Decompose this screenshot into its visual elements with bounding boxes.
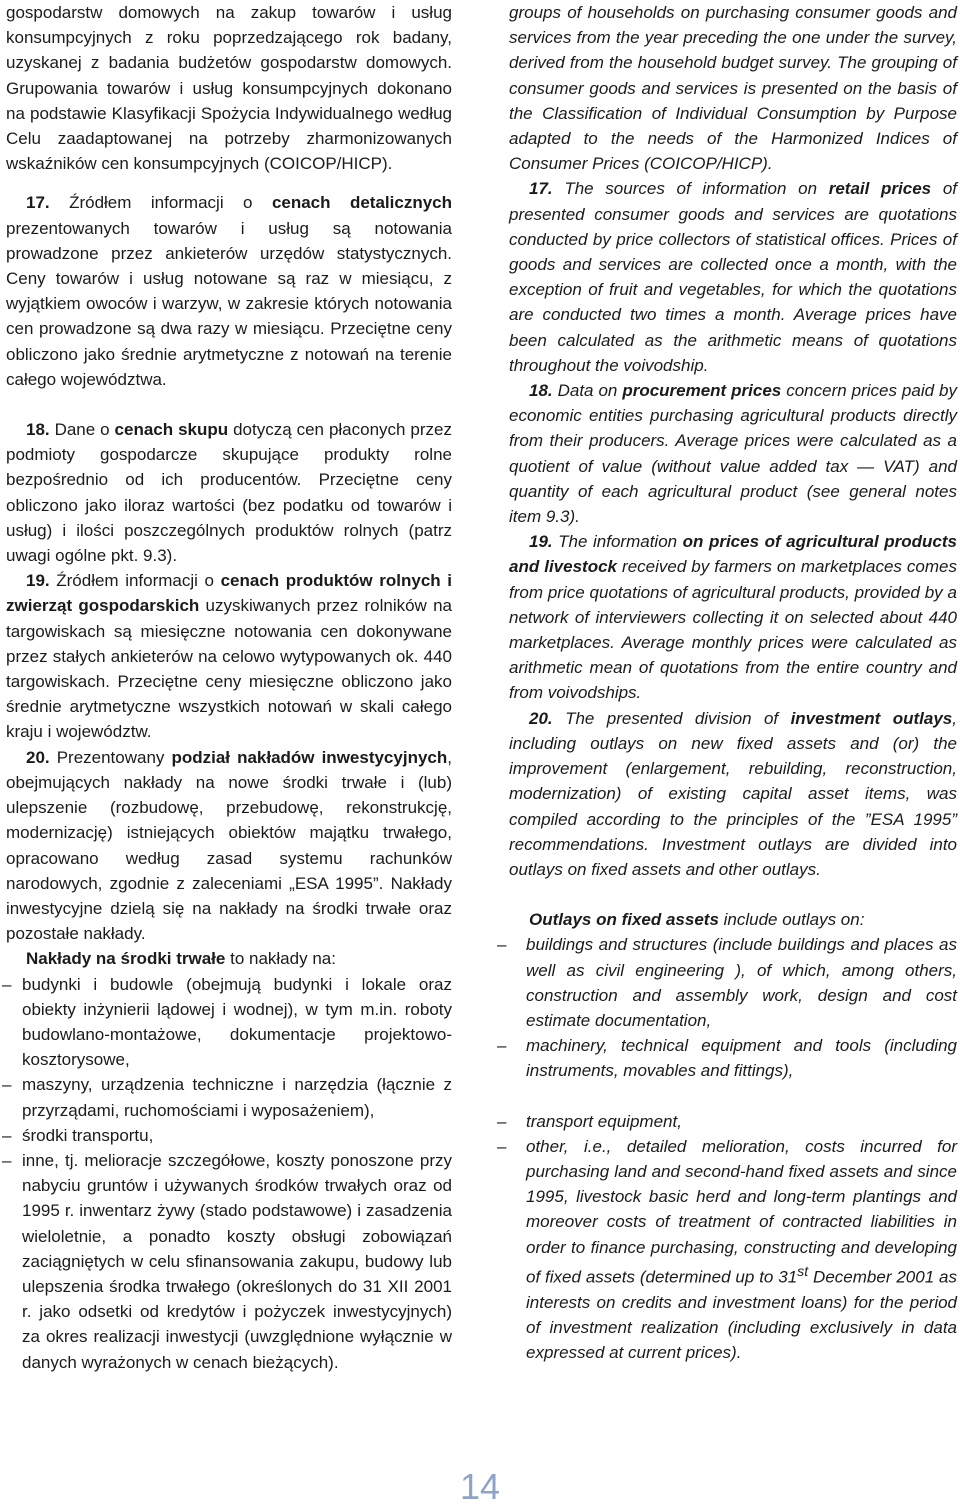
- paragraph-keyword: on prices of agricultural products and livestock: [509, 532, 957, 577]
- list-item: [497, 1109, 957, 1134]
- polish-paragraph-17: [6, 190, 452, 392]
- paragraph-text: to nakłady na:: [225, 949, 336, 969]
- dash-bullet: –: [497, 1111, 507, 1131]
- paragraph-text: of presented consumer goods and services are quotations conducted by price collectors of statistical offices. Prices of goods and services are collected once a month, with the exception of fruit and vegetables, for which the quotations are conducted two times a month. Average prices have been calculated as the arithmetic means of quotations throughout the voivodship.: [509, 179, 957, 375]
- polish-column: [2, 0, 453, 1375]
- english-paragraph-17: [509, 176, 957, 378]
- paragraph-text: , including outlays on new fixed assets and (or) the improvement (enlargement, rebuilding, reconstruction, modernization) of existing capital asset items, was compiled according to the principles of the ”ESA 1995” recommendations. Investment outlays are divided into outlays on fixed assets and other outlays.: [509, 708, 957, 879]
- dash-bullet: –: [497, 935, 507, 955]
- paragraph-text: Prezentowany: [49, 747, 172, 767]
- english-paragraph-20: [509, 706, 957, 882]
- dash-bullet: –: [497, 1036, 507, 1056]
- paragraph-number: 18.: [26, 420, 50, 440]
- english-paragraph-18: [509, 378, 957, 529]
- dash-bullet: –: [2, 974, 12, 994]
- dash-bullet: –: [2, 1075, 12, 1095]
- paragraph-keyword: retail prices: [828, 179, 932, 199]
- list-item-text: transport equipment,: [526, 1111, 682, 1131]
- paragraph-number: 17.: [529, 179, 553, 199]
- paragraph-text: , obejmujących nakłady na nowe środki trwałe i (lub) ulepszenie (rozbudowę, przebudowę, rekonstrukcję, modernizację) istniejących obiektów majątku trwałego, opracowano według zasad systemu rachunków narodowych, zgodnie z zaleceniami „ESA 1995”. Nakłady inwestycyjne dzielą się na nakłady na środki trwałe oraz pozostałe nakłady.: [6, 747, 452, 944]
- list-item-text: machinery, technical equipment and tools (including instruments, movables and fittings),: [526, 1036, 957, 1081]
- paragraph-text: uzyskiwanych przez rolników na targowiskach są miesięczne notowania cen dokonywane przez stałych ankieterów na celowo wytypowanych ok. 440 targowiskach. Przeciętne ceny miesięczne obliczono jako średnie arytmetyczne wszystkich notowań w skali całego kraju i województw.: [6, 596, 452, 742]
- list-item-text: December 2001 as interests on credits and investment loans) for the period of investment realization (including exclusively in data expressed at current prices).: [526, 1267, 957, 1363]
- paragraph-text: Źródłem informacji o: [49, 193, 272, 213]
- paragraph-text: dotyczą cen płaconych przez podmioty gospodarcze skupujące produkty rolne bezpośrednio od ich producentów. Przeciętne ceny obliczono jako iloraz wartości (bez podatku od towarów i usług) i ilości poszczególnych produktów rolnych (patrz uwagi ogólne pkt. 9.3).: [6, 420, 453, 566]
- paragraph-text: Dane o: [49, 420, 115, 440]
- paragraph-keyword: cenach detalicznych: [271, 193, 452, 213]
- polish-intro-paragraph: gospodarstw domowych na zakup towarów i usług konsumpcyjnych z roku poprzedzającego rok badany, uzyskanej z badania budżetów gospodarstw domowych. Grupowania towarów i usług konsumpcyjnych dokonano na podstawie Klasyfikacji Spożycia Indywidualnego według Celu zaadaptowanej na potrzeby zharmonizowanych wskaźników cen konsumpcyjnych (COICOP/HICP).: [6, 3, 452, 174]
- list-item: [2, 1123, 452, 1148]
- dash-bullet: –: [2, 1150, 12, 1170]
- paragraph-text: The presented division of: [552, 708, 791, 728]
- polish-outlay-list: [2, 972, 452, 1375]
- list-item: [2, 1072, 452, 1122]
- paragraph-number: 19.: [529, 532, 553, 552]
- list-item: [2, 1148, 452, 1375]
- polish-paragraph-20: [6, 745, 452, 947]
- list-item: [497, 1033, 957, 1083]
- list-item-text: buildings and structures (include buildings and places as well as civil engineering ), of which, among others, construction and assembly work, design and cost estimate documentation,: [526, 935, 957, 1030]
- list-item: [2, 972, 452, 1073]
- paragraph-number: 20.: [26, 747, 50, 767]
- english-column: [497, 0, 957, 1365]
- dash-bullet: –: [497, 1136, 507, 1156]
- paragraph-number: 20.: [529, 708, 553, 728]
- paragraph-text: include outlays on:: [718, 910, 865, 930]
- polish-paragraph-19: [6, 568, 452, 744]
- paragraph-text: The information: [552, 532, 683, 552]
- paragraph-text: The sources of information on: [552, 179, 829, 199]
- list-item-text: maszyny, urządzenia techniczne i narzędzia (łącznie z przyrządami, ruchomościami i wyposażeniem),: [22, 1075, 452, 1120]
- paragraph-keyword: procurement prices: [622, 381, 782, 401]
- dash-bullet: –: [2, 1125, 12, 1145]
- paragraph-text: prezentowanych towarów i usług są notowania prowadzone przez ankieterów urzędów statystycznych. Ceny towarów i usług notowane są raz w miesiącu, z wyjątkiem owoców i warzyw, w zakresie których notowania cen prowadzone są dwa razy w miesiącu. Przeciętne ceny obliczono jako średnie arytmetyczne z notowań na terenie całego województwa.: [6, 218, 452, 389]
- list-item-text: środki transportu,: [22, 1125, 154, 1145]
- paragraph-keyword: Nakłady na środki trwałe: [26, 949, 226, 969]
- paragraph-keyword: podział nakładów inwestycyjnych: [171, 747, 448, 767]
- list-item-text: budynki i budowle (obejmują budynki i lokale oraz obiekty inżynierii lądowej i wodnej), w tym m.in. roboty budowlano-montażowe, dokumentacje projektowo-kosztorysowe,: [22, 974, 452, 1070]
- list-item-text: inne, tj. melioracje szczegółowe, koszty ponoszone przy nabyciu gruntów i używanych środków trwałych oraz od 1995 r. inwentarz żywy (stado podstawowe) i zasadzenia wieloletnie, a ponadto koszty obsługi zobowiązań zaciągniętych w celu sfinansowania zakupu, budowy lub ulepszenia środka trwałego (określonych do 31 XII 2001 r. jako odsetki od kredytów i pożyczek inwestycyjnych) za okres realizacji inwestycji (uwzględnione wyłącznie w danych wyrażonych w cenach bieżących).: [22, 1150, 452, 1372]
- paragraph-number: 18.: [529, 381, 553, 401]
- english-fixed-assets-heading: [509, 907, 957, 932]
- english-paragraph-19: [509, 529, 957, 705]
- paragraph-text: Źródłem informacji o: [49, 571, 221, 591]
- polish-paragraph-18: [6, 417, 452, 568]
- page-number: 14: [459, 1466, 501, 1507]
- paragraph-keyword: cenach produktów rolnych i zwierząt gospodarskich: [6, 571, 452, 616]
- paragraph-keyword: investment outlays: [790, 708, 953, 728]
- paragraph-text: concern prices paid by economic entities purchasing agricultural products directly from their producers. Average prices were calculated as a quotient of value (without value added tax — VAT) and quantity of each agricultural product (see general notes item 9.3).: [509, 381, 957, 527]
- paragraph-number: 19.: [26, 571, 50, 591]
- paragraph-keyword: cenach skupu: [114, 420, 229, 440]
- paragraph-keyword: Outlays on fixed assets: [529, 910, 719, 930]
- paragraph-text: Data on: [552, 381, 623, 401]
- list-item: [497, 1134, 957, 1365]
- superscript: st: [797, 1263, 809, 1280]
- list-item-text: other, i.e., detailed melioration, costs incurred for purchasing land and second-hand fixed assets and since 1995, livestock basic herd and long-term plantings and moreover costs of treatment of contracted liabilities in order to finance purchasing, constructing and developing of fixed assets (determined up to 31: [526, 1136, 957, 1287]
- paragraph-text: received by farmers on marketplaces comes from price quotations of agricultural products, provided by a network of interviewers collecting it on selected about 440 marketplaces. Average monthly prices were calculated as arithmetic mean of quotations from the entire country and from voivodships.: [509, 557, 957, 703]
- list-item: [497, 932, 957, 1033]
- paragraph-number: 17.: [26, 193, 50, 213]
- english-outlay-list: [497, 932, 957, 1365]
- polish-fixed-assets-heading: [6, 946, 452, 971]
- english-intro-paragraph: groups of households on purchasing consumer goods and services from the year preceding the one under the survey, derived from the household budget survey. The grouping of consumer goods and services is presented on the basis of the Classification of Individual Consumption by Purpose adapted to the needs of the Harmonized Indices of Consumer Prices (COICOP/HICP).: [509, 3, 957, 174]
